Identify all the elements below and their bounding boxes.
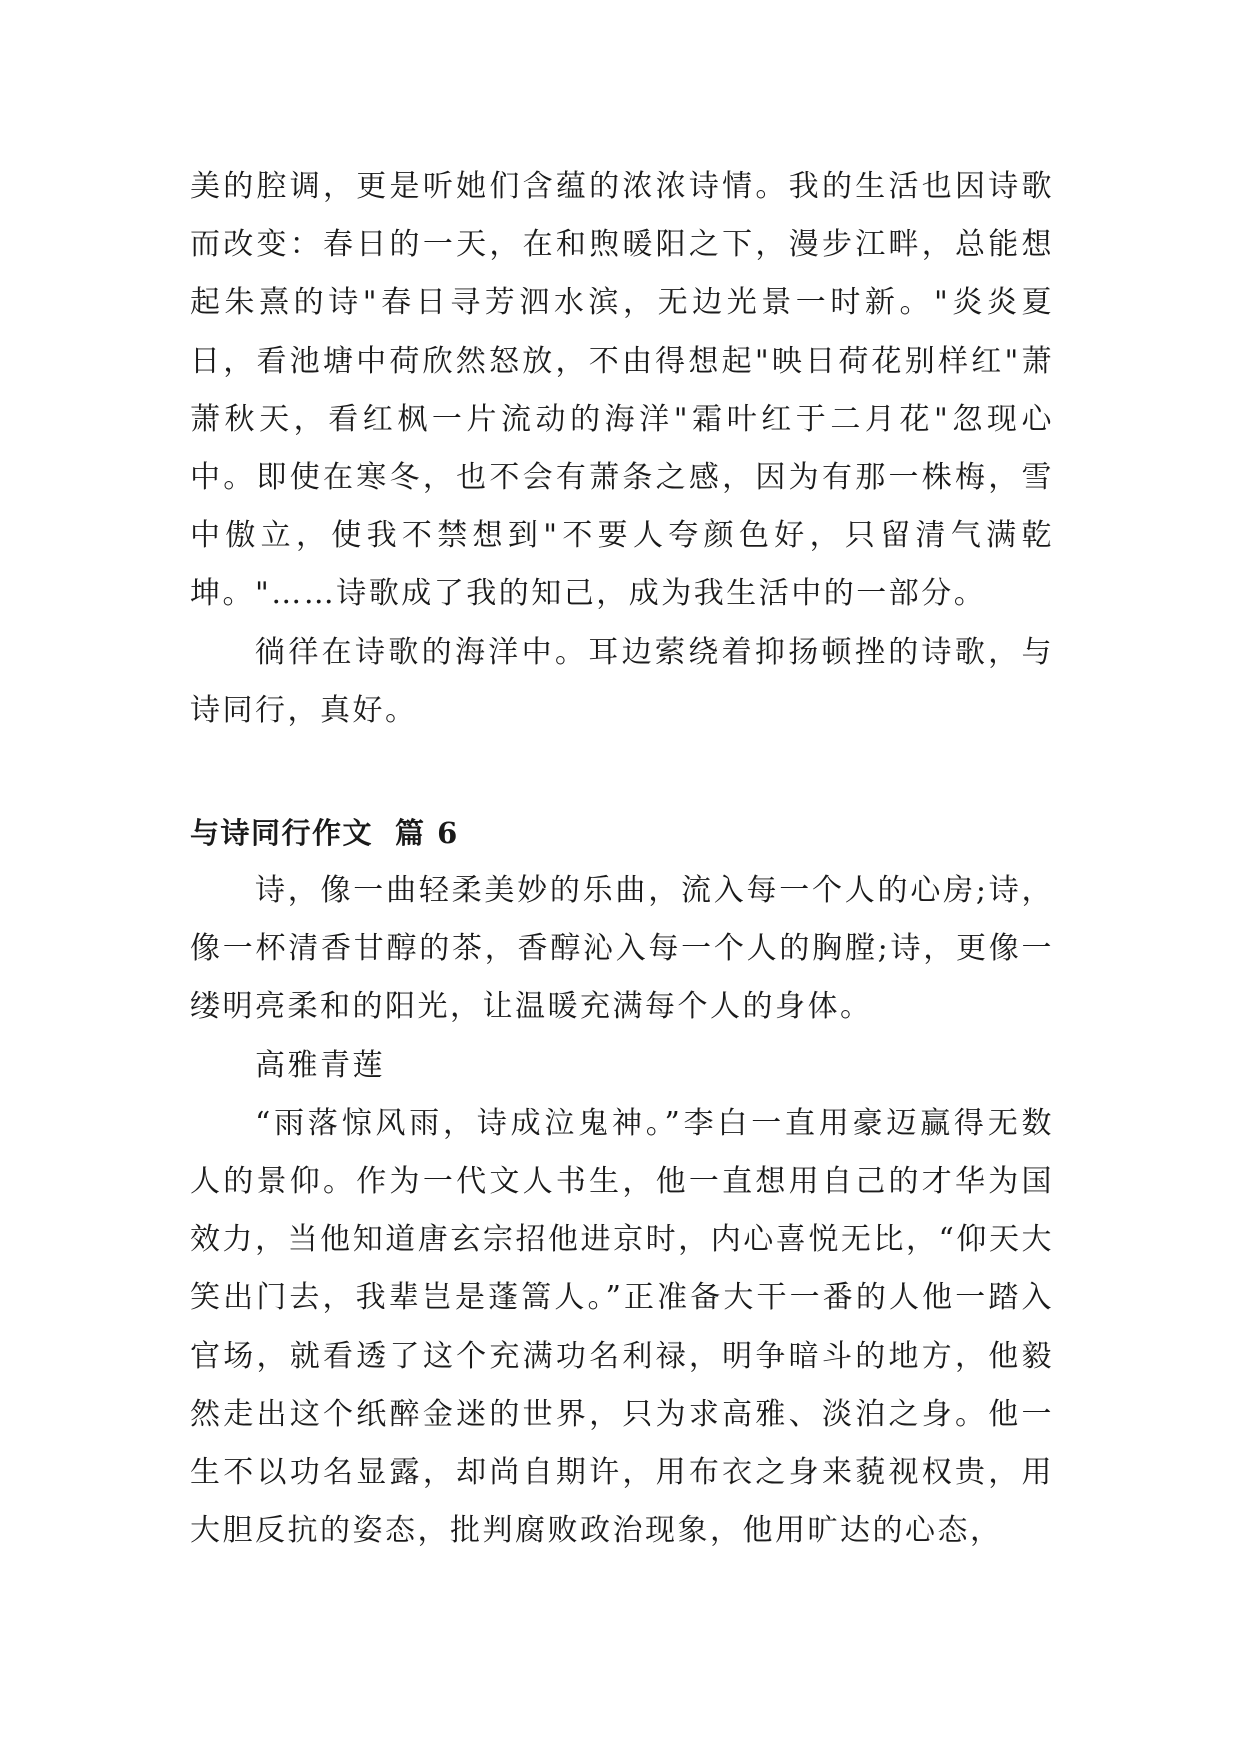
article-heading: [190, 804, 1054, 862]
document-page: [190, 158, 1054, 1560]
subheading: 高雅青莲: [255, 1047, 385, 1083]
paragraph-continued: 美的腔调，更是听她们含蕴的浓浓诗情。我的生活也因诗歌而改变：春日的一天，在和煦暖阳之下，漫步江畔，总能想起朱熹的诗"春日寻芳泗水滨，无边光景一时新。"炎炎夏日，看池塘中荷欣然怒放，不由得想起"映日荷花别样红"萧萧秋天，看红枫一片流动的海洋"霜叶红于二月花"忽现心中。即使在寒冬，也不会有萧条之感，因为有那一株梅，雪中傲立，使我不禁想到"不要人夸颜色好，只留清气满乾坤。"……诗歌成了我的知己，成为我生活中的一部分。: [190, 169, 1054, 612]
paragraph-closing: 徜徉在诗歌的海洋中。耳边萦绕着抑扬顿挫的诗歌，与诗同行，真好。: [190, 634, 1054, 728]
paragraph-intro: 诗，像一曲轻柔美妙的乐曲，流入每一个人的心房;诗，像一杯清香甘醇的茶，香醇沁入每一个人的胸膛;诗，更像一缕明亮柔和的阳光，让温暖充满每个人的身体。: [190, 873, 1054, 1025]
article-part-label: 篇 6: [395, 816, 459, 851]
paragraph-body: “雨落惊风雨，诗成泣鬼神。”李白一直用豪迈赢得无数人的景仰。作为一代文人书生，他一直想用自己的才华为国效力，当他知道唐玄宗招他进京时，内心喜悦无比，“仰天大笑出门去，我辈岂是蓬篙人。”正准备大干一番的人他一踏入官场，就看透了这个充满功名利禄，明争暗斗的地方，他毅然走出这个纸醉金迷的世界，只为求高雅、淡泊之身。他一生不以功名显露，却尚自期许，用布衣之身来藐视权贵，用大胆反抗的姿态，批判腐败政治现象，他用旷达的心态，: [190, 1105, 1054, 1549]
section-gap: [190, 740, 1054, 804]
article-title: 与诗同行作文: [190, 816, 374, 851]
